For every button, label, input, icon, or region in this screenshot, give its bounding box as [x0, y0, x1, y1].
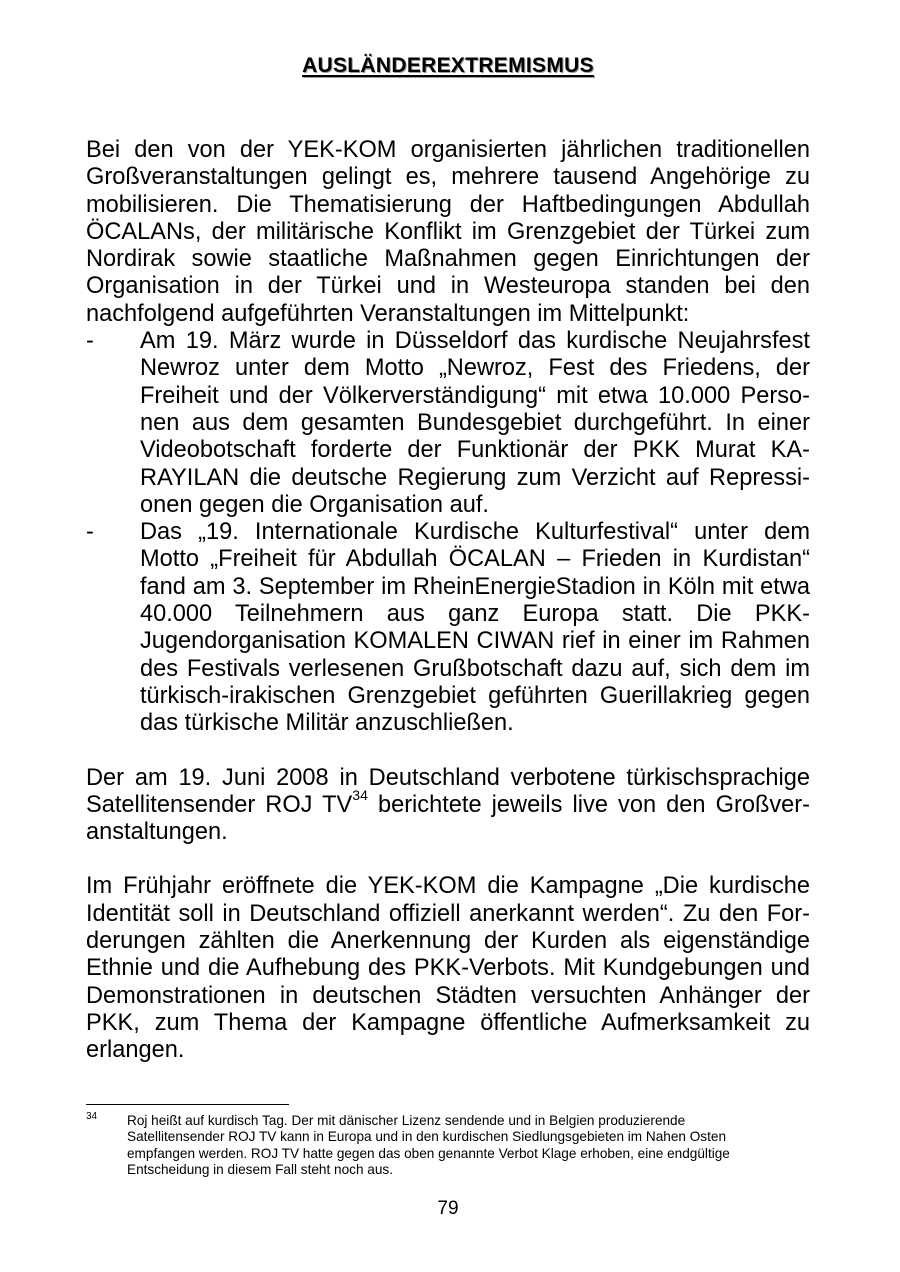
list-item-text: Das „19. Internationale Kurdische Kulturfestival“ unter dem Motto „Freiheit für Abdullah ÖCALAN – Frieden in Kurdistan“ fand am 3. September im RheinEnergieStadion in Köln mit etwa 40.000 Teilnehmern aus ganz Europa statt. Die PKK-Jugendorganisation KOMALEN CIWAN rief in einer im Rahmen des Festivals verlesenen Grußbotschaft dazu auf, sich dem im türkisch-irakischen Grenzgebiet geführten Guerillakrieg gegen das türkische Militär anzuschließen.: [140, 519, 810, 737]
roj-tv-text-end: berichtete jeweils live von den Großveranstaltungen.: [86, 791, 810, 846]
footnote-text: Roj heißt auf kurdisch Tag. Der mit dänischer Lizenz sendende und in Belgien produzierende Satellitensender ROJ TV kann in Europa und in den kurdischen Siedlungsgebieten im Nahen Osten empfangen werden. ROJ TV hatte gegen das oben genannte Verbot Klage erhoben, eine endgültige Entscheidung in diesem Fall steht noch aus.: [127, 1113, 730, 1178]
document-page: [86, 0, 810, 1272]
footnote: [86, 1113, 810, 1179]
roj-tv-paragraph: [86, 765, 810, 847]
bullet-dash: -: [86, 519, 94, 546]
campaign-paragraph: Im Frühjahr eröffnete die YEK-KOM die Kampagne „Die kurdische Identität soll in Deutschland offiziell anerkannt werden“. Zu den Forderungen zählten die Anerkennung der Kurden als eigenständige Ethnie und die Aufhebung des PKK-Verbots. Mit Kundgebungen und Demonstrationen in deutschen Städten versuchten Anhänger der PKK, zum Thema der Kampagne öffentliche Aufmerksamkeit zu erlangen.: [86, 873, 810, 1064]
footnote-reference[interactable]: 34: [352, 786, 368, 803]
footnote-number: 34: [86, 1111, 98, 1122]
event-list: [86, 328, 810, 737]
bullet-dash: -: [86, 328, 94, 355]
footnote-divider: [86, 1104, 289, 1105]
list-item-kulturfestival: [86, 519, 810, 737]
list-item-text: Am 19. März wurde in Düsseldorf das kurdische Neujahrsfest Newroz unter dem Motto „Newroz, Fest des Friedens, der Freiheit und der Völkerverständigung“ mit etwa 10.000 Personen aus dem gesamten Bundesgebiet durchgeführt. In einer Videobotschaft forderte der Funktionär der PKK Murat KARAYILAN die deutsche Regierung zum Verzicht auf Repressionen gegen die Organisation auf.: [140, 328, 810, 518]
intro-paragraph: Bei den von der YEK-KOM organisierten jährlichen traditionellen Großveranstaltungen gelingt es, mehrere tausend Angehörige zu mobilisieren. Die Thematisierung der Haftbedingungen Abdullah ÖCALANs, der militärische Konflikt im Grenzgebiet der Türkei zum Nordirak sowie staatliche Maßnahmen gegen Einrichtungen der Organisation in der Türkei und in Westeuropa standen bei den nachfolgend aufgeführten Veranstaltungen im Mittelpunkt:: [86, 137, 810, 327]
roj-tv-text-start: Der am 19. Juni 2008 in Deutschland verbotene türkischsprachige Satellitensender ROJ TV: [86, 764, 810, 818]
page-number: 79: [437, 1198, 459, 1219]
main-text: [86, 137, 810, 1065]
page-header: AUSLÄNDEREXTREMISMUS: [302, 54, 594, 77]
list-item-newroz: [86, 328, 810, 519]
